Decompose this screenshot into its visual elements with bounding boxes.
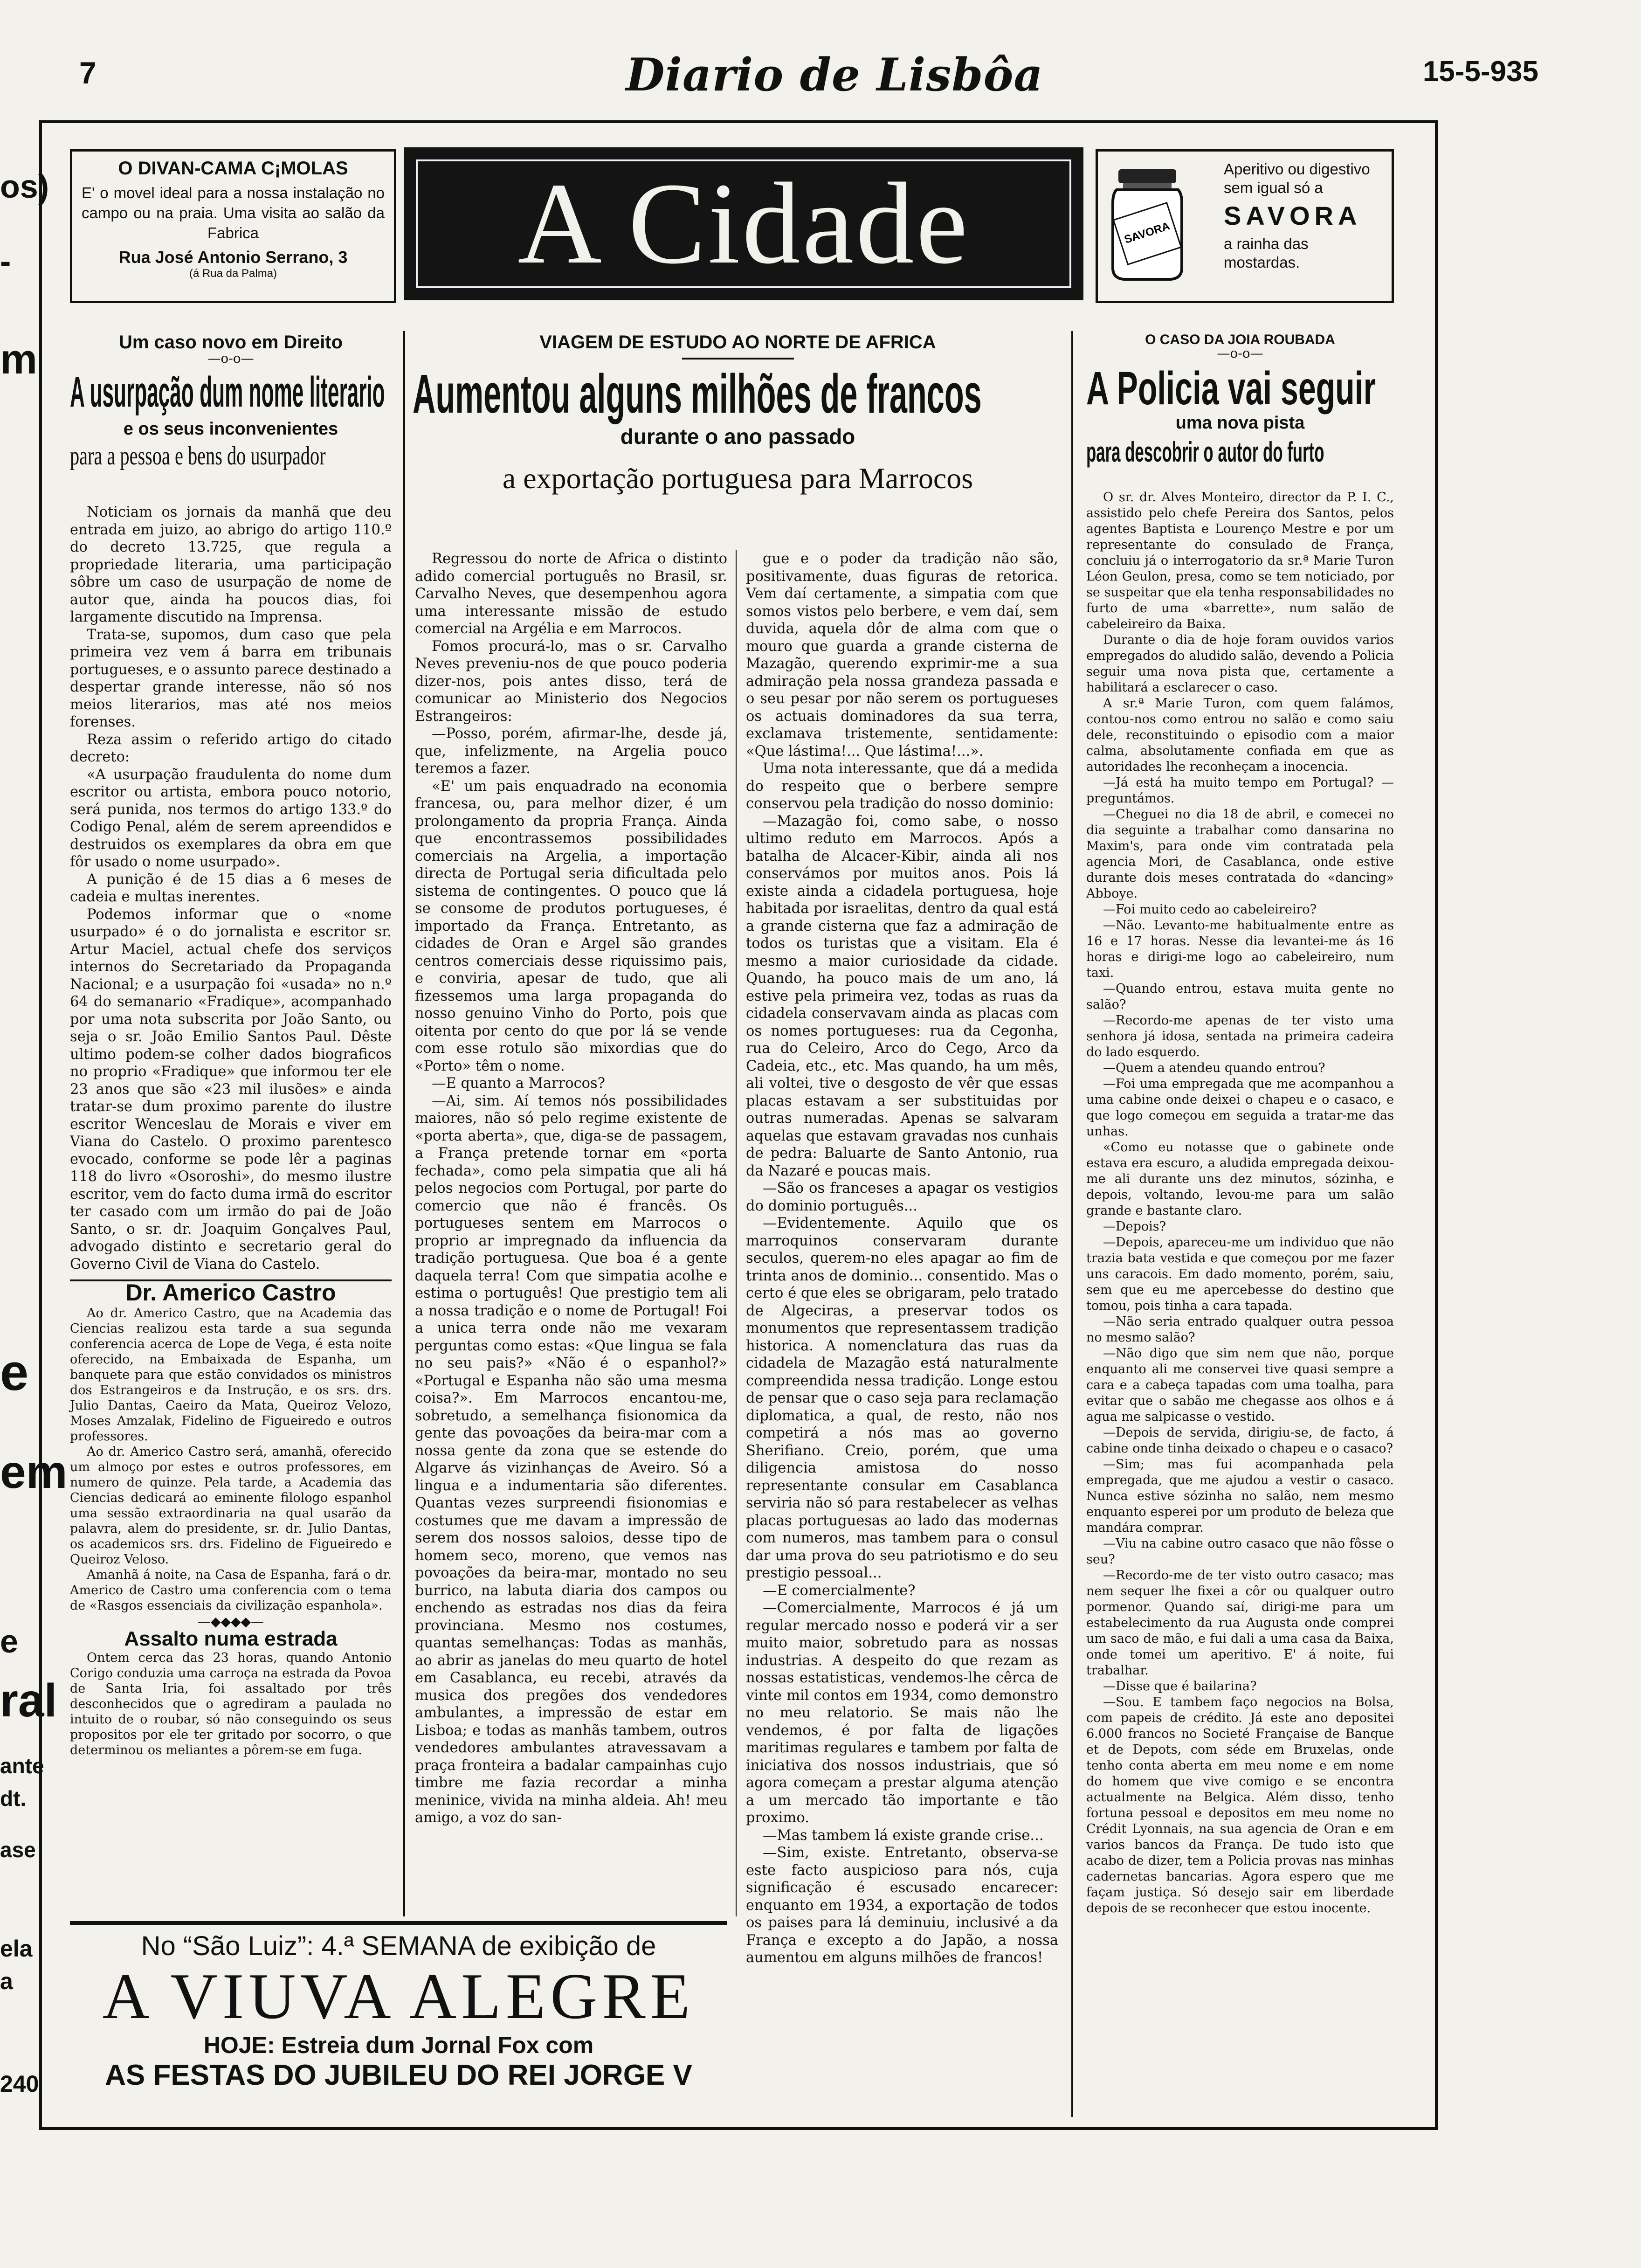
paragraph: —Cheguei no dia 18 de abril, e comecei no dia seguinte a trabalhar como dansarina no Maxim's, para onde vim contratada pela agencia Mori, de Casablanca, onde estive durante dois meses contratada do «dancing» Abboye. <box>1086 807 1394 901</box>
ad-divan-title: O DIVAN-CAMA C¡MOLAS <box>118 158 348 179</box>
paragraph: «A usurpação fraudulenta do nome dum escritor ou artista, embora pouco notorio, será punida, nos termos do artigo 133.º do Codigo Penal, além de serem apreendidos e destruidos os exemplares da obra em que fôr usado o nome usurpado». <box>70 766 392 870</box>
headline: A usurpação dum nome literario <box>70 368 385 416</box>
column-rule <box>736 550 737 1916</box>
paragraph: —Depois? <box>1103 1219 1166 1234</box>
ad-viuva-line4: AS FESTAS DO JUBILEU DO REI JORGE V <box>105 2059 692 2091</box>
castro-title: Dr. Americo Castro <box>125 1279 336 1306</box>
paragraph: —E comercialmente? <box>763 1582 916 1599</box>
paragraph: A punição é de 15 dias a 6 meses de cadeia e multas inerentes. <box>70 871 392 905</box>
ornament: —o-o— <box>207 351 254 366</box>
col4-header <box>1086 332 1394 473</box>
paragraph: —Não. Levanto-me habitualmente entre as 16 e 17 horas. Nesse dia levantei-me ás 16 horas e dirigi-me logo ao cabeleireiro, num taxi. <box>1086 918 1394 980</box>
paragraph: Amanhã á noite, na Casa de Espanha, fará o dr. Americo de Castro uma conferencia com o tema de «Rasgos essenciais da civilização espanhola». <box>70 1567 392 1613</box>
paragraph: —Sou. E tambem faço negocios na Bolsa, com papeis de crédito. Já este ano depositei 6.000 francos no Societé Française de Banque et de Depots, com séde em Bruxelas, onde tenho conta aberta em meu nome e em nome do homem que vive comigo e se encontra actualmente na Belgica. Além disso, tenho fortuna pessoal e depositos em meu nome no Crédit Lyonnais, na sua agencia de Oran e em varios bancos da França. De tudo isto que acabo de dizer, tem a Policia provas nas minhas cadernetas bancarias. Agora espero que me façam justiça. Só desejo sair em liberdade depois de se reconhecer que estou inocente. <box>1086 1695 1394 1915</box>
headline: Aumentou alguns milhões de francos <box>413 363 982 425</box>
paragraph: Reza assim o referido artigo do citado decreto: <box>70 731 392 765</box>
paragraph: Noticiam os jornais da manhã que deu entrada em juizo, ao abrigo do artigo 110.º do decreto 13.725, que regula a propriedade literaria, uma participação sôbre um caso de usurpação de nome de autor que, ainda ha poucos dias, foi largamente discutido na Imprensa. <box>70 504 392 625</box>
main-story-header <box>413 332 1063 496</box>
ad-savora-brand: SAVORA <box>1224 201 1362 230</box>
section-title: A Cidade <box>517 159 970 288</box>
ad-viuva-alegre <box>70 1921 727 2116</box>
edge-fragment: 240 <box>0 2071 39 2097</box>
ad-divan-cama <box>70 149 396 303</box>
paragraph: —Foi uma empregada que me acompanhou a uma cabine onde deixei o chapeu e o casaco, e que logo começou em seguida a tratar-me das unhas. <box>1086 1077 1394 1139</box>
paragraph: Uma nota interessante, que dá a medida do respeito que o berbere sempre conservou pela tradição do nosso dominio: <box>746 761 1058 812</box>
paragraph: —Não seria entrado qualquer outra pessoa no mesmo salão? <box>1086 1314 1394 1345</box>
deck: uma nova pista <box>1175 413 1305 433</box>
ad-savora-line1: Aperitivo ou digestivo sem igual só a <box>1224 160 1370 196</box>
paragraph: O sr. dr. Alves Monteiro, director da P. I. C., assistido pelo chefe Pereira dos Santos, pelos agentes Baptista e Lourenço Mestre e por um representante do consulado de França, concluiu já o interrogatorio da sr.ª Marie Turon Léon Geulon, presa, como se tem noticiado, por se suspeitar que ela tenha responsabilidades no furto de uma «barrette», num salão de cabeleireiro da Baixa. <box>1086 490 1394 631</box>
paragraph: —Ai, sim. Aí temos nós possibilidades maiores, não só pelo regime existente de «porta aberta», que, diga-se de passagem, a França pretende tornar em «porta fechada», como pela simpatia que ali há pelos negocios com Portugal, por parte do comercio que não é francês. Os portugueses sentem em Marrocos o proprio ar impregnado da influencia da tradição portuguesa. Que boa é a gente daquela terra! Com que simpatia acolhe e estima o português! Que prestigio tem ali a nossa tradição e o nome de Portugal! Foi a unica terra onde não me vexaram perguntas como estas: «Que lingua se fala no seu pais?» «Não é o espanhol?» «Portugal e Espanha não são uma mesma coisa?». Em Marrocos encantou-me, sobretudo, a semelhança fisionomica da gente das povoações da beira-mar com a nossa gente da zona que se estende do Algarve ás vizinhanças de Aveiro. Só a lingua e a indumentaria são diferentes. Quantas vezes surpreendi fisionomias e costumes que me davam a impressão de serem dos nossos saloios, desse tipo de homem seco, moreno, que vemos nas povoações da beira-mar, montado no seu burrico, na labuta diaria dos campos ou enchendo as estradas nos dias da feira provinciana. Mesmo nos costumes, quantas semelhanças: Todas as manhãs, ao abrir as janelas do meu quarto de hotel em Casablanca, eu recebi, através da musica dos pregões dos vendedores ambulantes, a impressão de estar em Lisboa; e todas as manhãs tambem, outros vendedores ambulantes atravessavam a praça fronteira a badalar campainhas cujo timbre me fazia recordar a minha meninice, vivida na minha aldeia. Ah! meu amigo, a voz do san- <box>415 1093 727 1826</box>
jar-label: SAVORA <box>1123 220 1172 247</box>
edge-fragment: ase <box>0 1838 36 1862</box>
col4-article <box>1086 490 1394 1916</box>
paragraph: —Não digo que sim nem que não, porque enquanto ali me conservei tive quasi sempre a cara e a cabeça tapadas com uma toalha, para evitar que o sabão me chegasse aos olhos e á agua me salpicasse o vestido. <box>1086 1346 1394 1424</box>
kicker: O CASO DA JOIA ROUBADA <box>1145 332 1335 347</box>
mustard-jar-icon <box>1110 166 1185 282</box>
edge-fragment: - <box>0 243 11 279</box>
ad-viuva-line3: HOJE: Estreia dum Jornal Fox com <box>203 2032 594 2058</box>
section-banner <box>406 149 1082 298</box>
page-number: 7 <box>79 55 97 90</box>
kicker: Um caso novo em Direito <box>118 332 343 353</box>
paragraph: —Disse que é bailarina? <box>1103 1679 1257 1694</box>
col1-article <box>70 504 392 1758</box>
edge-fragment: em <box>0 1446 68 1498</box>
paragraph: —Recordo-me apenas de ter visto uma senhora já idosa, sentada na primeira cadeira do lado esquerdo. <box>1086 1013 1394 1059</box>
paragraph: —Sim; mas fui acompanhada pela empregada, que me ajudou a vestir o casaco. Nunca estive sózinha no salão, nem mesmo enquanto esperei por um produto de beleza que mandára comprar. <box>1086 1457 1394 1535</box>
ad-divan-address: Rua José Antonio Serrano, 3 <box>118 248 348 267</box>
ad-viuva-title: A VIUVA ALEGRE <box>102 1960 695 2033</box>
masthead: Diario de Lisbôa <box>626 48 1043 101</box>
paragraph: Podemos informar que o «nome usurpado» é o do jornalista e escritor sr. Artur Maciel, actual chefe dos serviços internos do Secretariado da Propaganda Nacional; e a usurpação foi «usada» no n.º 64 do semanario «Fradique», acompanhado por uma nota subscrita por João Santo, ou seja o sr. João Emilio Santos Paul. Dêste ultimo podem-se colher dados biograficos no proprio «Fradique» que informou ter ele 23 anos que são «23 mil ilusões» e ainda tratar-se dum proximo parente do ilustre escritor Wenceslau de Morais e viver em Viana do Castelo. O proximo parentesco evocado, conforme se pode lêr a paginas 118 do livro «Osoroshi», do mesmo ilustre escritor, vem do facto duma irmã do escritor ter casado com um irmão do pai de João Santo, o sr. dr. Joaquim Gonçalves Paul, advogado distinto e secretario geral do Governo Civil de Viana do Castelo. <box>70 906 392 1272</box>
deck: e os seus inconvenientes <box>123 419 338 439</box>
col1-header <box>70 332 392 474</box>
paragraph: —Depois, apareceu-me um individuo que não trazia bata vestida e que começou por me fazer uns caracois. Em dado momento, porém, saiu, sem que eu me apercebesse do destino que tomou, pois tinha a cara tapada. <box>1086 1235 1394 1313</box>
paragraph: Ontem cerca das 23 horas, quando Antonio Corigo conduzia uma carroça na estrada da Povoa de Santa Iria, foi assaltado por três desconhecidos que o agrediram a paulada no intuito de o roubar, só não conseguindo os seus propositos por ele ter gritado por socorro, o que determinou os meliantes a pôrem-se em fuga. <box>70 1651 392 1757</box>
edge-fragment: ela <box>0 1936 33 1962</box>
paragraph: A sr.ª Marie Turon, com quem falámos, contou-nos como entrou no salão e como saiu dele, reconstituindo o episodio com a maior calma, absolutamente confiada em que as autoridades lhe reconheçam a inocencia. <box>1086 696 1394 774</box>
paragraph: —Recordo-me de ter visto outro casaco; mas nem sequer lhe fixei a côr ou qualquer outro pormenor. Quando saí, dirigi-me para um estabelecimento da rua Augusta onde comprei um saco de mão, e fui dali a uma casa da Baixa, onde tomei um aperitivo. E' á noite, fui trabalhar. <box>1086 1568 1394 1678</box>
paragraph: —Evidentemente. Aquilo que os marroquinos conservaram durante seculos, querem-no eles apagar ao fim de trinta anos de dominio... consentido. Mas o certo é que eles se obrigaram, pelo tratado de Algeciras, a preservar todos os monumentos que representassem tradição historica. A nomenclatura das ruas da cidadela de Mazagão está naturalmente compreendida nessa tradição. Longe estou de pensar que o caso seja para reclamação diplomatica, a qual, de resto, não nos competirá a nós mas ao governo Sherifiano. Creio, porém, que uma diligencia amistosa do nosso representante consular em Casablanca serviria não só para restabelecer as velhas placas portuguesas ao lado das modernas com numeros, mas tambem para o consul dar uma prova do seu patriotismo e do seu prestigio pessoal... <box>746 1215 1058 1581</box>
paragraph: —São os franceses a apagar os vestigios do dominio português... <box>746 1180 1058 1214</box>
paragraph: «E' um pais enquadrado na economia francesa, ou, para melhor dizer, é um prolongamento da propria França. Ainda que encontrassemos possibilidades comerciais na Argelia, a importação directa de Portugal seria dificultada pelo sistema de contingentes. O pouco que lá se consome de produtos portugueses, é importado da França. Entretanto, as cidades de Oran e Argel são grandes centros comerciais desse riquissimo pais, e conviria, apesar de tudo, que ali fizessemos uma larga propaganda do nosso genuino Vinho do Porto, pois que oitenta por cento do que por lá se vende com esse rotulo são mixordias que do «Porto» têm o nome. <box>415 778 727 1074</box>
main-story-col2 <box>415 550 727 1827</box>
paragraph: Fomos procurá-lo, mas o sr. Carvalho Neves preveniu-nos de que pouco poderia dizer-nos, pois antes disso, terá de comunicar ao Ministerio dos Negocios Estrangeiros: <box>415 638 727 725</box>
ad-divan-address-note: (á Rua da Palma) <box>189 267 277 280</box>
paragraph: —Posso, porém, afirmar-lhe, desde já, que, infelizmente, na Argelia pouco teremos a fazer. <box>415 726 727 777</box>
paragraph: —Foi muito cedo ao cabeleireiro? <box>1103 902 1317 917</box>
edge-fragment: dt. <box>0 1786 27 1811</box>
paragraph: —Depois de servida, dirigiu-se, de facto, á cabine onde tinha deixado o chapeu e o casaco? <box>1086 1425 1394 1456</box>
ad-savora <box>1096 149 1394 303</box>
paragraph: Durante o dia de hoje foram ouvidos varios empregados do aludido salão, devendo a Policia seguir uma nova pista que, certamente a habilitará a esclarecer o caso. <box>1086 633 1394 695</box>
column-rule <box>1071 331 1073 2117</box>
issue-date: 15-5-935 <box>1422 55 1538 88</box>
deck2: a exportação portuguesa para Marrocos <box>502 462 973 495</box>
paragraph: Ao dr. Americo Castro, que na Academia das Ciencias realizou esta tarde a sua segunda conferencia acerca de Lope de Vega, é esta noite oferecido, na Embaixada de Espanha, um banquete para que estão convidados os ministros dos Estrangeiros e da Instrução, e os srs. drs. Julio Dantas, Caeiro da Mata, Queiroz Velozo, Moses Amzalak, Fidelino de Figueiredo e outros professores. <box>70 1306 392 1444</box>
paragraph: Trata-se, supomos, dum caso que pela primeira vez vem á barra em tribunais portugueses, e o assunto parece destinado a despertar grande interesse, não só nos meios literarios, mas até nos meios forenses. <box>70 626 392 730</box>
deck2: para a pessoa e bens do usurpador <box>70 442 326 470</box>
ad-savora-line2: a rainha das mostardas. <box>1224 235 1309 271</box>
ad-divan-text: E' o movel ideal para a nossa instalação no campo ou na praia. Uma visita ao salão da Fabrica <box>82 184 385 242</box>
main-story-col3 <box>746 550 1058 1967</box>
deck2: para descobrir o autor do furto <box>1086 436 1324 468</box>
deck: durante o ano passado <box>620 424 855 449</box>
edge-fragment: os) <box>0 168 49 205</box>
paragraph: —Comercialmente, Marrocos é já um regular mercado nosso e poderá vir a ser muito maior, sobretudo para as nossas industrias. A despeito do que rezam as nossas estatisticas, vendemos-lhe cêrca de vinte mil contos em 1934, como demonstro no meu relatorio. Se mais não lhe vendemos, é por falta de ligações maritimas regulares e tambem por falta de iniciativa dos nossos industriais, que só agora começam a prestar alguma atenção a um mercado tão importante e tão proximo. <box>746 1600 1058 1826</box>
paragraph: —Sim, existe. Entretanto, observa-se este facto auspicioso para nós, cuja significação é escusado encarecer: enquanto em 1934, a exportação de todos os paises para lá deminuiu, inclusivé a da França e excepto a do Japão, a nossa aumentou em alguns milhões de francos! <box>746 1845 1058 1966</box>
kicker: VIAGEM DE ESTUDO AO NORTE DE AFRICA <box>539 332 936 353</box>
paragraph: «Como eu notasse que o gabinete onde estava era escuro, a aludida empregada deixou-me ali durante uns dez minutos, sózinha, e depois, voltando, levou-me para um salão grande e bastante claro. <box>1086 1140 1394 1218</box>
headline: A Policia vai seguir <box>1086 362 1376 415</box>
paragraph: —Já está ha muito tempo em Portugal? —preguntámos. <box>1086 775 1394 806</box>
ornament: —◆◆◆◆— <box>197 1613 264 1629</box>
paragraph: Ao dr. Americo Castro será, amanhã, oferecido um almoço por estes e outros professores, em numero de quinze. Pela tarde, a Academia das Ciencias dedicará ao eminente filologo espanhol uma sessão extraordinaria na qual usarão da palavra, alem do presidente, sr. dr. Julio Dantas, os academicos srs. drs. Fidelino de Figueiredo e Queiroz Veloso. <box>70 1444 392 1567</box>
paragraph: —Viu na cabine outro casaco que não fôsse o seu? <box>1086 1536 1394 1567</box>
paragraph: gue e o poder da tradição não são, positivamente, duas figuras de retorica. Vem daí certamente, a simpatia com que somos vistos pelo berbere, e vem daí, sem duvida, aquela dôr de alma com que o mouro que guarda a grande cisterna de Mazagão, querendo exprimir-me a sua admiração pela nossa grandeza passada e o seu pesar por não serem os portugueses os actuais dominadores da sua terra, exclamava tristemente, sentidamente: «Que lástima!... Que lástima!...». <box>746 551 1058 760</box>
ornament: —o-o— <box>1217 346 1263 361</box>
paragraph: —Mas tambem lá existe grande crise... <box>763 1827 1044 1844</box>
ad-viuva-line1: No “São Luiz”: 4.ª SEMANA de exibição de <box>141 1931 656 1961</box>
paragraph: —Quem a atendeu quando entrou? <box>1103 1061 1325 1075</box>
edge-fragment: a <box>0 1968 13 1994</box>
column-rule <box>403 331 405 1916</box>
edge-fragment: ral <box>0 1674 57 1727</box>
edge-fragment: e <box>0 1623 18 1660</box>
paragraph: Regressou do norte de Africa o distinto adido comercial português no Brasil, sr. Carvalho Neves, que desempenhou agora uma interessante missão de estudo comercial na Argélia e em Marrocos. <box>415 551 727 637</box>
paragraph: —E quanto a Marrocos? <box>432 1075 606 1092</box>
edge-fragment: e <box>0 1344 29 1401</box>
edge-fragment: ante <box>0 1754 44 1778</box>
divider <box>682 358 794 360</box>
paragraph: —Mazagão foi, como sabe, o nosso ultimo reduto em Marrocos. Após a batalha de Alcacer-Kibir, ainda ali nos conservámos por muitos anos. Pois lá existe ainda a cidadela portuguesa, hoje habitada por israelitas, dentro da qual está a grande cisterna que faz a admiração de todos os turistas que a visitam. Ela é mesmo a maior curiosidade da cidade. Quando, ha pouco mais de um ano, lá estive pela primeira vez, todas as ruas da cidadela conservavam ainda as placas com os nomes portugueses: rua da Cegonha, rua do Celeiro, Arco do Cego, Arco da Cadeia, etc., etc. Mas quando, ha um mês, ali voltei, tive o desgosto de vêr que essas placas estavam a ser substituidas por outras numeradas. Apenas se salvaram aquelas que estavam gravadas nos cunhais de pedra: Baluarte de Santo Antonio, rua da Nazaré e poucas mais. <box>746 813 1058 1179</box>
edge-fragment: m <box>0 336 38 383</box>
assalto-title: Assalto numa estrada <box>124 1627 338 1650</box>
paragraph: —Quando entrou, estava muita gente no salão? <box>1086 982 1394 1012</box>
